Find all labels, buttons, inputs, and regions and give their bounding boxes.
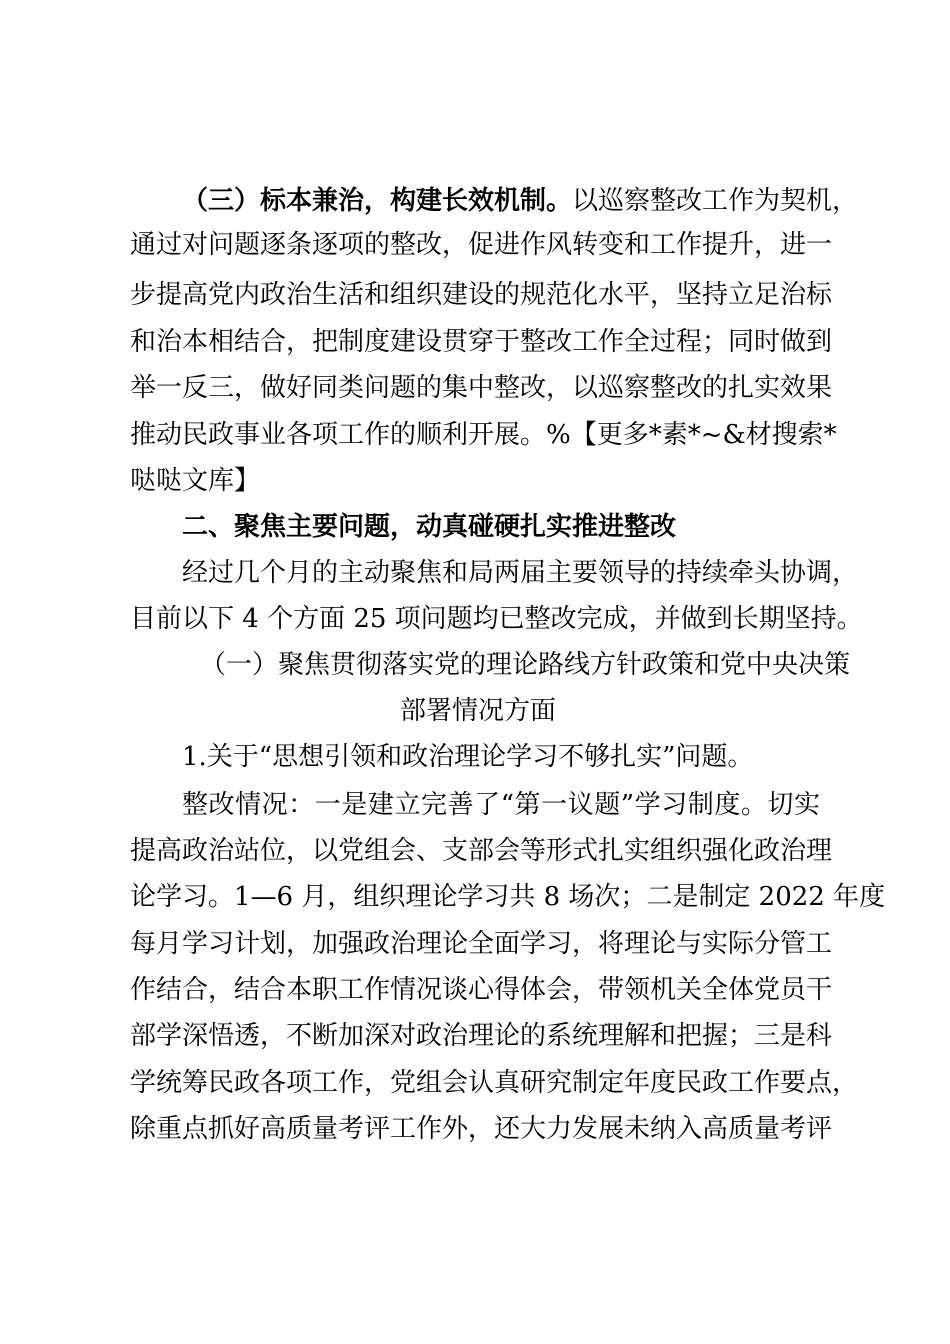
part2-intro-line-2: 目前以下 4 个方面 25 项问题均已整改完成，并做到长期坚持。 <box>130 604 863 634</box>
part2-intro-line-1: 经过几个月的主动聚焦和局两届主要领导的持续牵头协调， <box>182 558 859 588</box>
part2-heading: 二、聚焦主要问题，动真碰硬扎实推进整改 <box>182 512 677 542</box>
section3-line-5: 举一反三，做好同类问题的集中整改，以巡察整改的扎实效果 <box>130 373 833 403</box>
section3-line-1-text: 以巡察整改工作为契机， <box>572 186 859 216</box>
item1-body-line-4: 每月学习计划，加强政治理论全面学习，将理论与实际分管工 <box>130 929 833 959</box>
section3-line-6: 推动民政事业各项工作的顺利开展。%【更多*素*~&材搜索* <box>130 420 837 450</box>
section3-line-3: 步提高党内政治生活和组织建设的规范化水平，坚持立足治标 <box>130 280 833 310</box>
sub1-heading-line-1: （一）聚焦贯彻落实党的理论路线方针政策和党中央决策 <box>200 650 851 680</box>
item1-title: 1.关于“思想引领和政治理论学习不够扎实”问题。 <box>182 742 754 772</box>
item1-body-line-6: 部学深悟透，不断加深对政治理论的系统理解和把握；三是科 <box>130 1021 833 1051</box>
section3-line-7: 哒哒文库】 <box>130 466 261 496</box>
item1-body-line-8: 除重点抓好高质量考评工作外，还大力发展未纳入高质量考评 <box>130 1114 833 1144</box>
sub1-heading-line-2: 部署情况方面 <box>400 696 557 726</box>
section3-line-1 <box>130 182 859 220</box>
section3-line-4: 和治本相结合，把制度建设贯穿于整改工作全过程；同时做到 <box>130 327 833 357</box>
item1-body-line-1: 整改情况：一是建立完善了“第一议题”学习制度。切实 <box>182 790 820 820</box>
item1-body-line-7: 学统筹民政各项工作，党组会认真研究制定年度民政工作要点， <box>130 1068 859 1098</box>
section3-line-2: 通过对问题逐条逐项的整改，促进作风转变和工作提升，进一 <box>130 230 833 260</box>
item1-body-line-2: 提高政治站位，以党组会、支部会等形式扎实组织强化政治理 <box>130 836 833 866</box>
item1-body-line-5: 作结合，结合本职工作情况谈心得体会，带领机关全体党员干 <box>130 975 833 1005</box>
section3-heading: （三）标本兼治，构建长效机制。 <box>182 186 573 216</box>
item1-body-line-3: 论学习。1—6 月，组织理论学习共 8 场次；二是制定 2022 年度 <box>130 882 886 912</box>
